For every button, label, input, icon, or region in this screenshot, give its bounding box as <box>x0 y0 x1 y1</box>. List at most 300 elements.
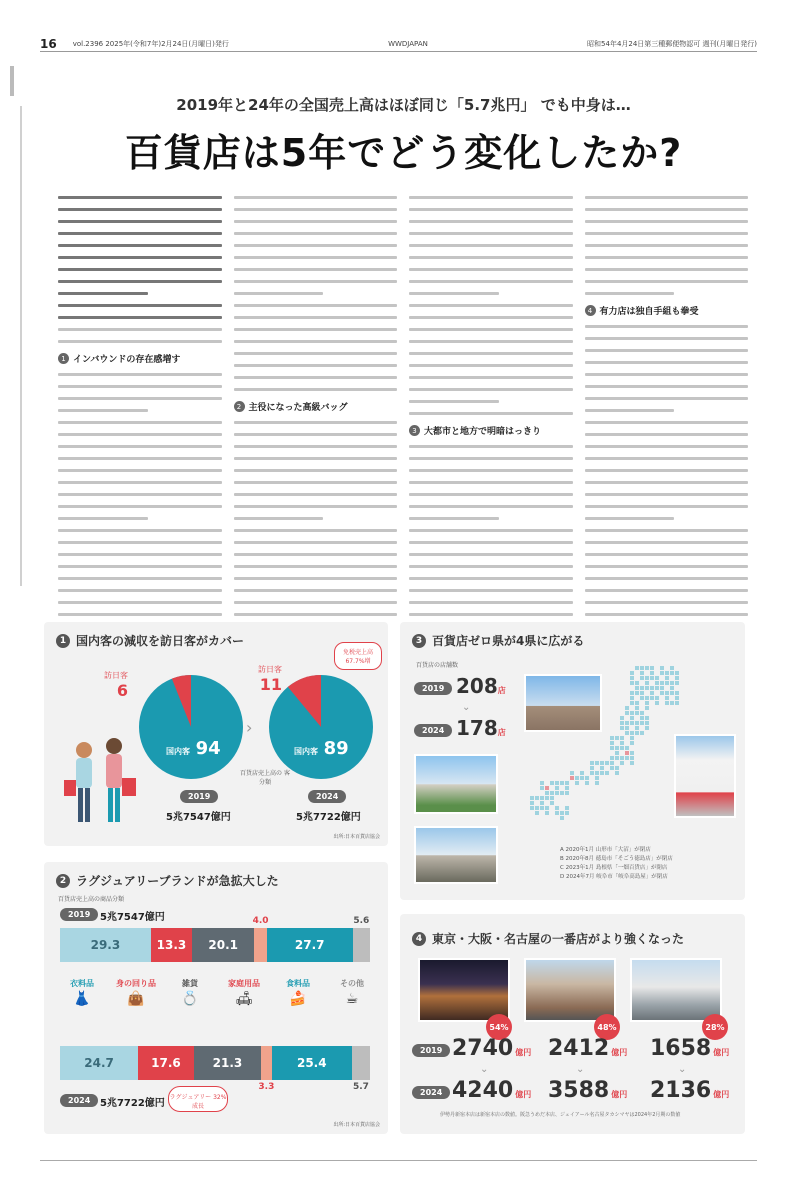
map-cell <box>650 691 654 695</box>
map-cell <box>640 691 644 695</box>
map-cell <box>555 791 559 795</box>
map-cell <box>665 691 669 695</box>
panel3-title-text: 百貨店ゼロ県が4県に広がる <box>432 634 585 648</box>
map-cell <box>640 721 644 725</box>
map-cell <box>630 681 634 685</box>
map-cell <box>605 771 609 775</box>
map-cell <box>605 761 609 765</box>
map-cell <box>620 756 624 760</box>
row2019-year: 2019 <box>60 908 98 921</box>
article-body <box>58 196 748 596</box>
text-line <box>58 316 222 319</box>
pie2024-domestic-name: 国内客 <box>294 747 318 756</box>
arrow-icon: › <box>246 718 253 737</box>
map-cell <box>595 761 599 765</box>
text-line <box>585 469 749 472</box>
text-line <box>234 433 398 436</box>
map-cell <box>565 786 569 790</box>
pie2019-domestic-name: 国内客 <box>166 747 190 756</box>
map-cell <box>655 676 659 680</box>
text-line <box>234 256 398 259</box>
section-title: 大都市と地方で明暗はっきり <box>424 427 542 437</box>
category-item <box>160 978 220 1007</box>
map-cell <box>625 756 629 760</box>
text-line <box>58 304 222 307</box>
map-cell <box>540 786 544 790</box>
text-line <box>58 457 222 460</box>
map-cell <box>640 686 644 690</box>
text-line <box>585 565 749 568</box>
pie2019-inbound-name: 訪日客 <box>104 671 128 680</box>
map-cell <box>560 811 564 815</box>
pie2024-domestic-pct: 89 <box>323 738 349 759</box>
category-item <box>106 978 166 1007</box>
luxury-growth-callout: ラグジュアリー 32%成長 <box>168 1086 228 1112</box>
text-line <box>234 481 398 484</box>
map-cell <box>645 681 649 685</box>
store-photo-b <box>414 754 498 814</box>
map-cell <box>555 806 559 810</box>
map-cell <box>610 736 614 740</box>
takashimaya-2024-value: 2136 <box>650 1078 712 1103</box>
text-line <box>409 517 499 520</box>
takashimaya-2019-value: 1658 <box>650 1036 712 1061</box>
text-line <box>585 409 675 412</box>
map-cell <box>650 696 654 700</box>
row2019-total: 5兆7547億円 <box>100 912 165 923</box>
text-line <box>409 613 573 616</box>
text-line <box>409 481 573 484</box>
bar-segment <box>252 916 269 962</box>
map-cell <box>635 721 639 725</box>
map-cell <box>540 796 544 800</box>
unit-label: 億円 <box>611 1048 628 1057</box>
map-cell <box>635 681 639 685</box>
text-line <box>409 565 573 568</box>
map-cell <box>540 806 544 810</box>
text-line <box>58 397 222 400</box>
text-line <box>58 613 222 616</box>
body-column-1 <box>58 196 222 596</box>
map-cell <box>670 681 674 685</box>
growth-badge-isetan: 54% <box>486 1014 512 1040</box>
text-line <box>58 292 148 295</box>
text-line <box>409 589 573 592</box>
side-bar <box>10 66 14 96</box>
map-cell <box>620 736 624 740</box>
text-line <box>585 268 749 271</box>
text-line <box>234 541 398 544</box>
map-cell <box>630 736 634 740</box>
text-line <box>234 421 398 424</box>
map-cell <box>635 726 639 730</box>
bar-segment <box>352 1046 370 1092</box>
isetan-2019 <box>452 1036 531 1061</box>
map-cell <box>555 781 559 785</box>
text-line <box>409 280 573 283</box>
map-cell <box>630 751 634 755</box>
unit-label: 億円 <box>515 1090 532 1099</box>
text-line <box>58 232 222 235</box>
map-cell <box>630 671 634 675</box>
stores2019-value <box>456 674 506 698</box>
map-cell <box>590 771 594 775</box>
map-cell <box>650 676 654 680</box>
map-cell <box>600 761 604 765</box>
map-cell <box>630 756 634 760</box>
text-line <box>409 529 573 532</box>
text-line <box>234 316 398 319</box>
text-line <box>234 613 398 616</box>
text-line <box>234 280 398 283</box>
map-cell <box>590 761 594 765</box>
map-cell <box>640 666 644 670</box>
text-line <box>234 505 398 508</box>
map-cell <box>630 731 634 735</box>
map-cell <box>560 791 564 795</box>
panel-visitor-share <box>44 622 388 846</box>
pie2024-inbound-label <box>258 664 282 694</box>
map-cell <box>640 671 644 675</box>
stores2024-value <box>456 716 506 740</box>
header-right-info: 昭和54年4月24日第三種郵便物認可 週刊(月曜日発行) <box>587 39 757 48</box>
text-line <box>409 400 499 403</box>
category-icon: 🍰 <box>289 991 307 1007</box>
map-cell <box>575 781 579 785</box>
map-cell <box>610 756 614 760</box>
article-kicker: 2019年と24年の全国売上高はほぼ同じ「5.7兆円」 でも中身は… <box>176 96 631 114</box>
text-line <box>409 364 573 367</box>
map-cell <box>600 766 604 770</box>
map-cell <box>580 771 584 775</box>
text-line <box>585 601 749 604</box>
section-heading <box>58 352 222 365</box>
panel4-title-text: 東京・大阪・名古屋の一番店がより強くなった <box>432 932 685 946</box>
map-cell <box>615 756 619 760</box>
issue-info: vol.2396 2025年(令和7年)2月24日(月曜日)発行 <box>72 39 229 48</box>
text-line <box>234 196 398 199</box>
map-cell <box>600 771 604 775</box>
section-number: 4 <box>585 305 596 316</box>
category-icon: 👜 <box>127 991 145 1007</box>
map-cell <box>540 801 544 805</box>
pie2024-inbound-name: 訪日客 <box>258 665 282 674</box>
page-header <box>40 36 757 52</box>
map-cell <box>645 676 649 680</box>
stores2019-num: 208 <box>456 674 498 698</box>
body-column-4 <box>585 196 749 596</box>
text-line <box>58 445 222 448</box>
text-line <box>58 505 222 508</box>
stores2019-year: 2019 <box>414 682 452 695</box>
map-cell <box>620 746 624 750</box>
text-line <box>58 328 222 331</box>
text-line <box>585 208 749 211</box>
takashimaya-2024 <box>650 1078 729 1103</box>
text-line <box>409 457 573 460</box>
text-line <box>409 304 573 307</box>
map-cell <box>535 796 539 800</box>
text-line <box>585 385 749 388</box>
text-line <box>585 457 749 460</box>
segment-value: 5.7 <box>352 1082 369 1092</box>
map-cell <box>650 671 654 675</box>
section-number: 1 <box>58 353 69 364</box>
map-cell <box>655 686 659 690</box>
hankyu-2019 <box>548 1036 627 1061</box>
text-line <box>585 517 675 520</box>
map-cell <box>550 791 554 795</box>
text-line <box>234 493 398 496</box>
category-item <box>52 978 112 1007</box>
map-cell <box>630 691 634 695</box>
map-cell <box>585 781 589 785</box>
map-cell <box>630 721 634 725</box>
map-cell <box>545 806 549 810</box>
text-line <box>585 433 749 436</box>
panel1-title-text: 国内客の減収を訪日客がカバー <box>76 634 245 648</box>
map-cell <box>625 711 629 715</box>
map-cell <box>535 811 539 815</box>
text-line <box>58 517 148 520</box>
category-name: その他 <box>340 979 364 988</box>
text-line <box>409 493 573 496</box>
map-cell <box>645 696 649 700</box>
text-line <box>58 244 222 247</box>
panel1-source: 出所:日本百貨店協会 <box>333 834 380 840</box>
map-cell <box>645 666 649 670</box>
map-cell <box>550 796 554 800</box>
text-line <box>234 232 398 235</box>
text-line <box>585 529 749 532</box>
text-line <box>409 208 573 211</box>
page-number: 16 <box>40 36 57 51</box>
map-cell <box>670 666 674 670</box>
section-title: 有力店は独自手組も拳受 <box>599 307 699 317</box>
isetan-2024-value: 4240 <box>452 1078 514 1103</box>
panel4-note: 伊勢丹新宿本店は新宿本店の数値。阪急うめだ本店、ジェイアール名古屋タカシマヤは2024年2月期の数値 <box>440 1112 681 1118</box>
map-cell <box>675 671 679 675</box>
body-column-3 <box>409 196 573 596</box>
chevron-down-icon: ⌄ <box>480 1064 489 1075</box>
text-line <box>58 280 222 283</box>
category-icon: ☕ <box>345 991 359 1007</box>
map-cell <box>645 726 649 730</box>
text-line <box>58 601 222 604</box>
text-line <box>58 541 222 544</box>
map-cell <box>650 666 654 670</box>
text-line <box>234 268 398 271</box>
paper-name: WWDJAPAN <box>388 39 428 48</box>
map-cell <box>540 781 544 785</box>
panel2-source: 出所:日本百貨店協会 <box>333 1122 380 1128</box>
text-line <box>585 220 749 223</box>
text-line <box>58 196 222 199</box>
map-cell <box>640 676 644 680</box>
map-cell <box>635 731 639 735</box>
map-cell <box>585 776 589 780</box>
stores2019-unit: 店 <box>497 686 506 695</box>
text-line <box>58 565 222 568</box>
map-cell <box>660 666 664 670</box>
text-line <box>585 292 675 295</box>
unit-label: 億円 <box>515 1048 532 1057</box>
text-line <box>58 589 222 592</box>
text-line <box>234 388 398 391</box>
stores2024-unit: 店 <box>497 728 506 737</box>
map-cell <box>560 816 564 820</box>
map-cell <box>590 766 594 770</box>
map-cell <box>625 721 629 725</box>
growth-badge-hankyu: 48% <box>594 1014 620 1040</box>
map-cell <box>610 761 614 765</box>
hankyu-2024-value: 3588 <box>548 1078 610 1103</box>
map-cell <box>655 681 659 685</box>
customer-class-note: 百貨店売上高の 客分類 <box>240 770 290 786</box>
map-cell <box>565 806 569 810</box>
map-cell <box>610 741 614 745</box>
segment-value: 20.1 <box>208 938 238 952</box>
text-line <box>58 493 222 496</box>
text-line <box>409 256 573 259</box>
section-number: 3 <box>409 425 420 436</box>
text-line <box>409 316 573 319</box>
text-line <box>409 469 573 472</box>
section-heading <box>585 304 749 317</box>
category-item <box>214 978 274 1007</box>
text-line <box>585 196 749 199</box>
map-cell <box>570 776 574 780</box>
text-line <box>58 529 222 532</box>
text-line <box>58 553 222 556</box>
category-item <box>322 978 382 1007</box>
map-cell <box>595 776 599 780</box>
map-cell <box>615 751 619 755</box>
section-heading <box>409 424 573 437</box>
article-headline: 百貨店は5年でどう変化したか? <box>124 131 683 175</box>
pie2024-domestic-label <box>294 738 349 759</box>
text-line <box>58 373 222 376</box>
text-line <box>585 349 749 352</box>
isetan-2019-value: 2740 <box>452 1036 514 1061</box>
isetan-2024 <box>452 1078 531 1103</box>
map-cell <box>635 706 639 710</box>
map-cell <box>655 701 659 705</box>
stacked-bar-2024 <box>60 1046 370 1092</box>
text-line <box>585 361 749 364</box>
map-cell <box>550 781 554 785</box>
pie2019-year: 2019 <box>180 790 218 803</box>
closure-note: C 2023年1月 島根県「一畑百貨店」が閉店 <box>560 865 668 871</box>
map-cell <box>615 746 619 750</box>
category-item <box>268 978 328 1007</box>
tax-free-callout: 免税売上高 67.7%増 <box>334 642 382 670</box>
map-cell <box>620 716 624 720</box>
text-line <box>409 601 573 604</box>
text-line <box>58 340 222 343</box>
category-icon: 💍 <box>181 991 199 1007</box>
text-line <box>585 373 749 376</box>
map-cell <box>640 696 644 700</box>
closure-note: A 2020年1月 山形市「大沼」が閉店 <box>560 847 651 853</box>
sales2019-year: 2019 <box>412 1044 450 1057</box>
text-line <box>234 340 398 343</box>
category-name: 衣料品 <box>70 979 94 988</box>
section-heading <box>234 400 398 413</box>
text-line <box>234 553 398 556</box>
map-cell <box>670 686 674 690</box>
map-cell <box>675 681 679 685</box>
text-line <box>409 376 573 379</box>
map-cell <box>665 671 669 675</box>
map-cell <box>625 706 629 710</box>
chevron-down-icon: ⌄ <box>678 1064 687 1075</box>
map-cell <box>625 751 629 755</box>
bar-segment <box>192 928 254 962</box>
map-cell <box>535 806 539 810</box>
pie2019-inbound-pct: 6 <box>116 681 128 700</box>
panel2-number: 2 <box>56 874 70 888</box>
map-cell <box>565 791 569 795</box>
map-cell <box>670 691 674 695</box>
text-line <box>58 469 222 472</box>
bar-segment <box>267 928 353 962</box>
side-text-line <box>20 106 22 586</box>
store-photo-isetan <box>418 958 510 1022</box>
map-cell <box>530 796 534 800</box>
map-cell <box>640 711 644 715</box>
pie2024-year: 2024 <box>308 790 346 803</box>
map-cell <box>595 771 599 775</box>
pie2024-inbound-pct: 11 <box>259 675 282 694</box>
segment-value: 29.3 <box>90 938 121 952</box>
text-line <box>58 481 222 484</box>
text-line <box>585 613 749 616</box>
panel-product-categories <box>44 862 388 1134</box>
map-cell <box>610 746 614 750</box>
panel-store-count <box>400 622 745 900</box>
panel3-number: 3 <box>412 634 426 648</box>
text-line <box>234 577 398 580</box>
text-line <box>585 337 749 340</box>
text-line <box>409 388 573 391</box>
map-cell <box>575 776 579 780</box>
row2024-total: 5兆7722億円 <box>100 1098 165 1109</box>
map-cell <box>560 781 564 785</box>
pie2019-total: 5兆7547億円 <box>166 812 231 823</box>
section-title: 主役になった高級バッグ <box>248 403 348 413</box>
map-cell <box>630 701 634 705</box>
map-cell <box>635 691 639 695</box>
text-line <box>409 553 573 556</box>
text-line <box>585 256 749 259</box>
text-line <box>409 196 573 199</box>
text-line <box>234 457 398 460</box>
pie2019-domestic-label <box>166 738 221 759</box>
map-cell <box>625 746 629 750</box>
footer-rule <box>40 1160 757 1161</box>
takashimaya-2019 <box>650 1036 729 1061</box>
segment-value: 25.4 <box>296 1056 327 1070</box>
bar-segment <box>258 1046 275 1092</box>
map-cell <box>625 731 629 735</box>
map-cell <box>675 691 679 695</box>
map-cell <box>630 761 634 765</box>
map-cell <box>615 766 619 770</box>
shoppers-illustration <box>54 732 144 832</box>
text-line <box>58 433 222 436</box>
text-line <box>585 505 749 508</box>
